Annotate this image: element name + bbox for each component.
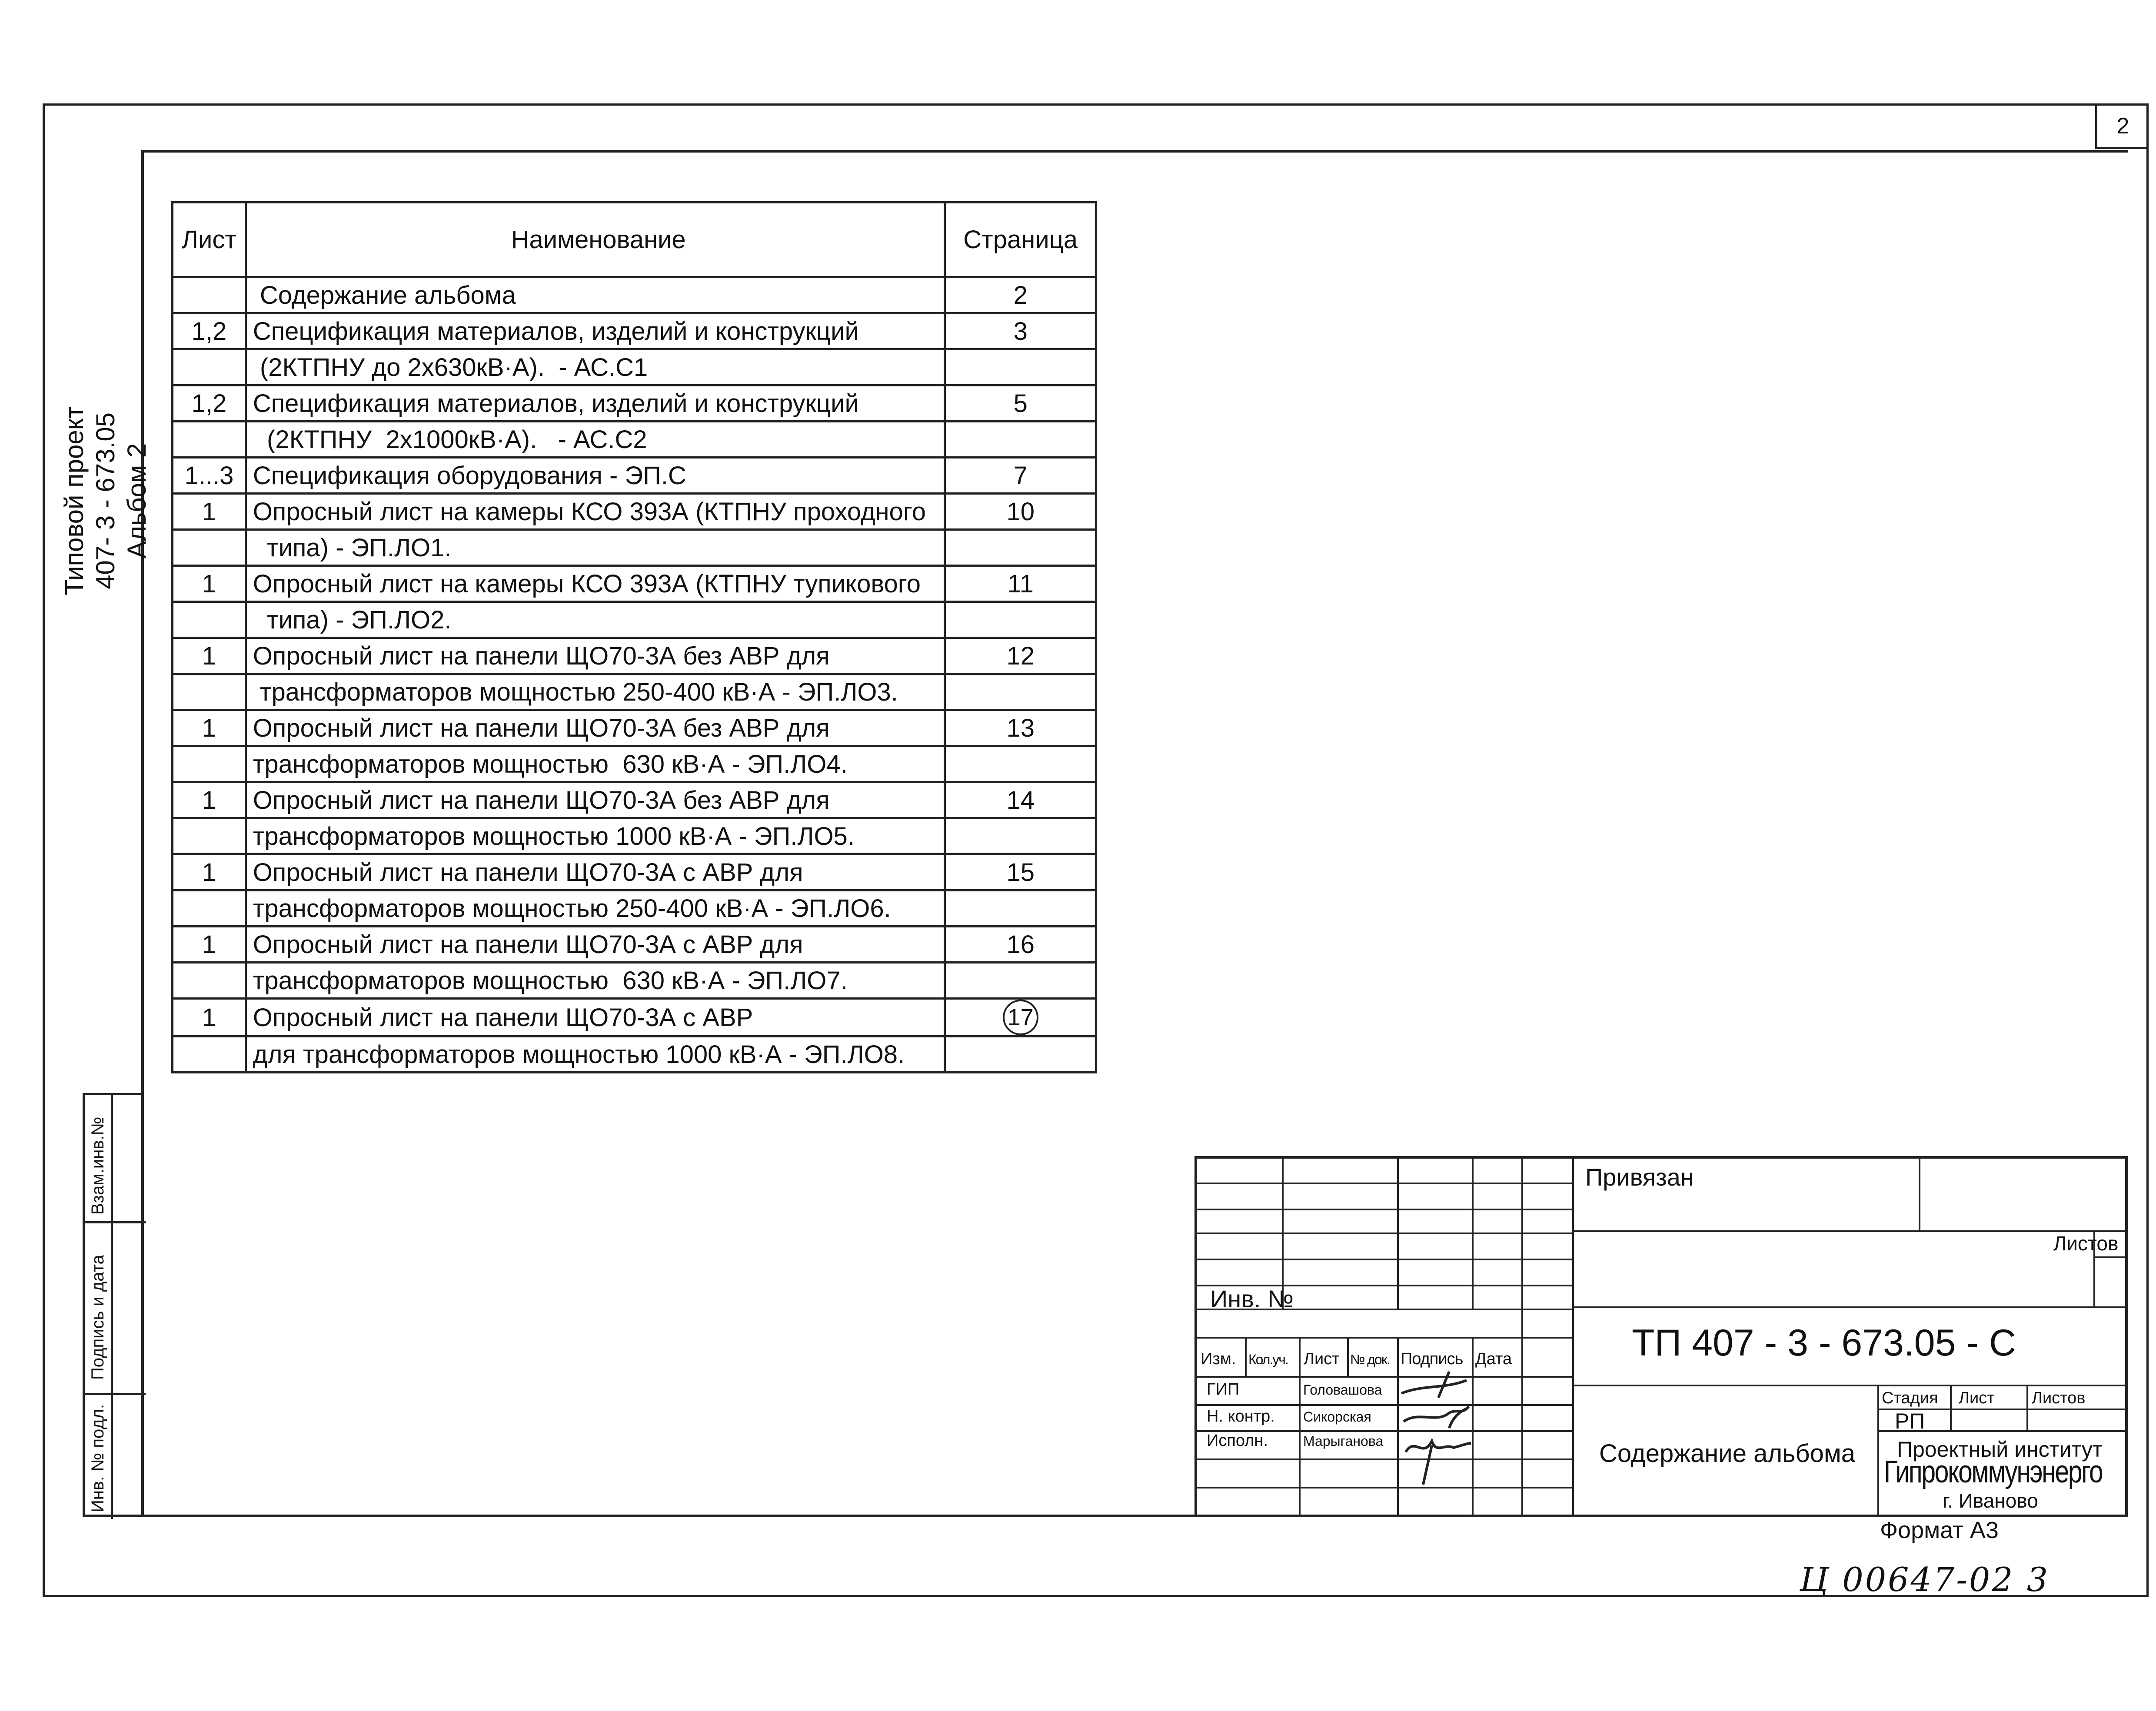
table-row (173, 927, 1096, 963)
row-sheet (173, 963, 246, 999)
row-page (945, 746, 1096, 782)
row-sheet: 1 (173, 782, 246, 818)
table-row (173, 854, 1096, 890)
header-name: Наименование (246, 203, 945, 277)
row-name: трансформаторов мощностью 1000 кВ·А - ЭП.ЛО5. (246, 818, 945, 854)
row-sheet (173, 277, 246, 313)
row-sheet: 1,2 (173, 385, 246, 422)
table-row (173, 818, 1096, 854)
table-row (173, 890, 1096, 927)
document-code: ТП 407 - 3 - 673.05 - С (1632, 1322, 2016, 1364)
row-page: 3 (945, 313, 1096, 349)
table-row (173, 277, 1096, 313)
row-page (945, 674, 1096, 710)
row-page (945, 602, 1096, 638)
col-ndok: № док. (1350, 1352, 1390, 1367)
table-row (173, 999, 1096, 1037)
side-stamp-inventory: Инв. № подл. (88, 1404, 107, 1512)
row-name: (2КТПНУ 2х1000кВ·А). - АС.С2 (246, 422, 945, 458)
row-sheet (173, 818, 246, 854)
row-sheet (173, 422, 246, 458)
listov-label: Листов (2032, 1389, 2086, 1407)
row-name: Опросный лист на камеры КСО 393А (КТПНУ тупикового (246, 566, 945, 602)
row-sheet (173, 746, 246, 782)
side-title-line2: 407- 3 - 673.05 (91, 412, 120, 589)
row-name: Спецификация материалов, изделий и конструкций (246, 385, 945, 422)
table-row (173, 602, 1096, 638)
header-page: Страница (945, 203, 1096, 277)
row-sheet: 1 (173, 566, 246, 602)
row-name: трансформаторов мощностью 630 кВ·А - ЭП.ЛО7. (246, 963, 945, 999)
org-line1: Проектный институт (1897, 1437, 2103, 1462)
table-row (173, 746, 1096, 782)
role-gip: ГИП (1207, 1380, 1240, 1399)
col-izm: Изм. (1201, 1350, 1236, 1368)
row-page (945, 818, 1096, 854)
row-sheet: 1 (173, 999, 246, 1037)
row-sheet (173, 349, 246, 385)
row-sheet (173, 890, 246, 927)
col-koluch: Кол.уч. (1248, 1352, 1288, 1367)
side-title-line3: Альбом 2 (122, 443, 151, 559)
row-name: Опросный лист на панели ЩО70-3А с АВР для (246, 854, 945, 890)
circled-page-number: 17 (1003, 1000, 1038, 1035)
listov-top-label: Листов (2053, 1232, 2119, 1255)
row-sheet: 1 (173, 927, 246, 963)
name-n-kontr: Сикорская (1303, 1409, 1371, 1425)
row-name: Опросный лист на панели ЩО70-3А с АВР (246, 999, 945, 1037)
row-sheet (173, 602, 246, 638)
row-sheet: 1 (173, 710, 246, 746)
table-row (173, 782, 1096, 818)
row-name: Опросный лист на панели ЩО70-3А без АВР для (246, 710, 945, 746)
row-page: 15 (945, 854, 1096, 890)
table-row (173, 530, 1096, 566)
row-sheet (173, 674, 246, 710)
table-row (173, 566, 1096, 602)
row-sheet: 1 (173, 854, 246, 890)
col-data: Дата (1475, 1350, 1512, 1368)
row-page (945, 890, 1096, 927)
row-page (945, 1037, 1096, 1073)
row-name: Опросный лист на панели ЩО70-3А без АВР для (246, 782, 945, 818)
table-row (173, 710, 1096, 746)
col-list: Лист (1304, 1350, 1340, 1368)
role-n-kontr: Н. контр. (1207, 1407, 1275, 1425)
table-row (173, 422, 1096, 458)
row-name: типа) - ЭП.ЛО2. (246, 602, 945, 638)
table-row (173, 385, 1096, 422)
contents-table (171, 201, 1097, 1073)
row-name: (2КТПНУ до 2х630кВ·А). - АС.С1 (246, 349, 945, 385)
table-row (173, 638, 1096, 674)
row-name: типа) - ЭП.ЛО1. (246, 530, 945, 566)
document-name: Содержание альбома (1599, 1439, 1856, 1468)
name-gip: Головашова (1303, 1382, 1382, 1398)
row-page: 7 (945, 458, 1096, 494)
row-name: Спецификация оборудования - ЭП.С (246, 458, 945, 494)
side-stamp (83, 1093, 143, 1517)
sheet-number: 2 (2095, 106, 2149, 149)
row-sheet: 1,2 (173, 313, 246, 349)
row-name: трансформаторов мощностью 250-400 кВ·А - ЭП.ЛО6. (246, 890, 945, 927)
signatures-icon (1397, 1367, 1475, 1498)
table-row (173, 349, 1096, 385)
header-sheet: Лист (173, 203, 246, 277)
privyazan-label: Привязан (1585, 1163, 1694, 1191)
table-row (173, 674, 1096, 710)
col-podpis: Подпись (1401, 1350, 1463, 1368)
row-page: 13 (945, 710, 1096, 746)
org-line3: г. Иваново (1943, 1489, 2038, 1512)
title-block (1194, 1156, 2128, 1517)
name-ispoln: Марыганова (1303, 1433, 1384, 1449)
row-name: Содержание альбома (246, 277, 945, 313)
table-row (173, 313, 1096, 349)
table-header-row (173, 203, 1096, 277)
side-title-line1: Типовой проект (60, 406, 89, 595)
table-row (173, 1037, 1096, 1073)
side-stamp-vzam: Взам.инв.№ (88, 1116, 107, 1215)
stage-label: Стадия (1882, 1389, 1938, 1407)
role-ispoln: Исполн. (1207, 1432, 1268, 1450)
table-row (173, 458, 1096, 494)
row-page: 16 (945, 927, 1096, 963)
table-row (173, 494, 1096, 530)
row-page: 12 (945, 638, 1096, 674)
row-name: Опросный лист на панели ЩО70-3А с АВР для (246, 927, 945, 963)
row-page (945, 422, 1096, 458)
table-row (173, 963, 1096, 999)
org-line2: Гипрокоммунэнерго (1884, 1455, 2103, 1489)
row-page (945, 963, 1096, 999)
side-title (59, 406, 153, 595)
row-name: Опросный лист на панели ЩО70-3А без АВР для (246, 638, 945, 674)
row-page: 11 (945, 566, 1096, 602)
row-sheet (173, 530, 246, 566)
row-page (945, 349, 1096, 385)
row-sheet: 1 (173, 638, 246, 674)
stage-value: РП (1895, 1409, 1925, 1433)
row-page: 5 (945, 385, 1096, 422)
row-page: 2 (945, 277, 1096, 313)
row-name: трансформаторов мощностью 250-400 кВ·А - ЭП.ЛО3. (246, 674, 945, 710)
row-name: для трансформаторов мощностью 1000 кВ·А - ЭП.ЛО8. (246, 1037, 945, 1073)
row-sheet: 1 (173, 494, 246, 530)
row-sheet (173, 1037, 246, 1073)
row-name: Спецификация материалов, изделий и конструкций (246, 313, 945, 349)
format-label: Формат А3 (1880, 1517, 1999, 1543)
row-page (945, 530, 1096, 566)
side-stamp-signature-date: Подпись и дата (88, 1255, 107, 1380)
inventory-number-label: Инв. № (1210, 1285, 1294, 1312)
row-page: 10 (945, 494, 1096, 530)
handwritten-inventory-number: Ц 00647-02 3 (1800, 1560, 2050, 1599)
list-label: Лист (1959, 1389, 1995, 1407)
row-page: 14 (945, 782, 1096, 818)
row-sheet: 1...3 (173, 458, 246, 494)
row-page (945, 999, 1096, 1037)
row-name: Опросный лист на камеры КСО 393А (КТПНУ проходного (246, 494, 945, 530)
row-name: трансформаторов мощностью 630 кВ·А - ЭП.ЛО4. (246, 746, 945, 782)
